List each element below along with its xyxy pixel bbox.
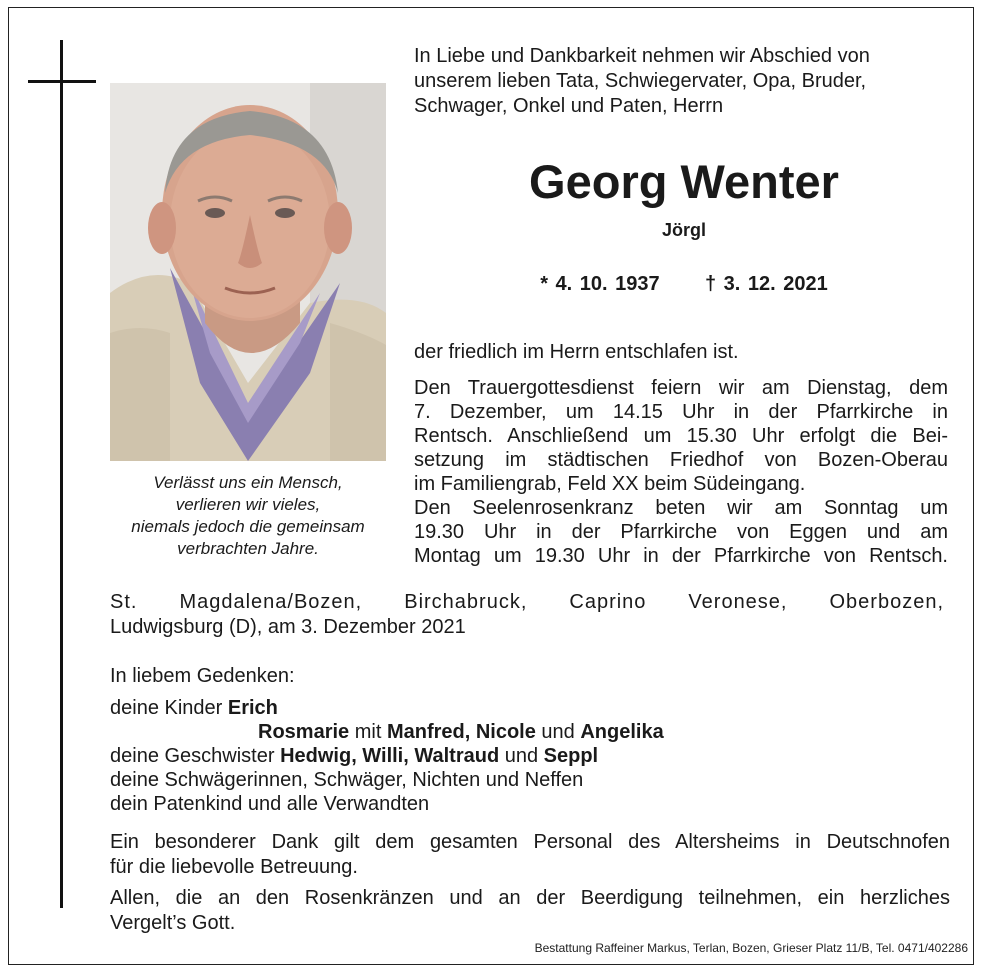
funeral-home-footer: Bestattung Raffeiner Markus, Terlan, Bozen, Grieser Platz 11/B, Tel. 0471/402286 bbox=[534, 941, 968, 955]
place-line: St. Magdalena/Bozen, Birchabruck, Caprino Veronese, Oberbozen, bbox=[110, 591, 944, 613]
life-dates bbox=[414, 270, 954, 298]
mourners-heading: In liebem Gedenken: bbox=[110, 665, 295, 687]
grandchild-name: Angelika bbox=[580, 721, 664, 743]
quote-line: verbrachten Jahre. bbox=[177, 539, 319, 558]
thanks-line: Ein besonderer Dank gilt dem gesamten Personal des Altersheims in Deutschnofen bbox=[110, 831, 950, 853]
mourners-list bbox=[110, 664, 944, 816]
connector-text: mit bbox=[349, 721, 387, 743]
intro-line: Schwager, Onkel und Paten, Herrn bbox=[414, 95, 724, 117]
intro-line: In Liebe und Dankbarkeit nehmen wir Abschied von bbox=[414, 45, 870, 67]
deceased-name: Georg Wenter bbox=[529, 155, 839, 208]
thanks-line: Allen, die an den Rosenkränzen und an der Beerdigung teilnehmen, ein herzliches bbox=[110, 887, 950, 909]
children-prefix: deine Kinder bbox=[110, 697, 228, 719]
cross-icon-bar bbox=[28, 80, 96, 83]
body-line: Rentsch. Anschließend um 15.30 Uhr erfolgt die Bei- bbox=[414, 425, 948, 447]
birth-date: * 4. 10. 1937 bbox=[540, 273, 660, 295]
body-line: Den Seelenrosenkranz beten wir am Sonntag um bbox=[414, 497, 948, 519]
funeral-details bbox=[414, 340, 948, 568]
children-line bbox=[110, 720, 944, 744]
grandchildren-names: Manfred, Nicole bbox=[386, 721, 536, 743]
intro-text bbox=[414, 44, 954, 119]
body-line: im Familiengrab, Feld XX beim Südeingang. bbox=[414, 473, 806, 495]
siblings-names: Hedwig, Willi, Waltraud bbox=[280, 745, 500, 767]
body-line: Montag um 19.30 Uhr in der Pfarrkirche von Rentsch. bbox=[414, 545, 948, 567]
quote-line: Verlässt uns ein Mensch, bbox=[153, 473, 343, 492]
quote-line: niemals jedoch die gemeinsam bbox=[131, 517, 365, 536]
cross-icon bbox=[60, 40, 63, 908]
place-line: Ludwigsburg (D), am 3. Dezember 2021 bbox=[110, 616, 466, 638]
quote-line: verlieren wir vieles, bbox=[175, 495, 321, 514]
thanks-text bbox=[110, 830, 950, 936]
godchild-line: dein Patenkind und alle Verwandten bbox=[110, 793, 430, 815]
siblings-line bbox=[110, 744, 944, 768]
child-name: Rosmarie bbox=[258, 721, 350, 743]
place-and-date bbox=[110, 590, 944, 640]
body-line: setzung im städtischen Friedhof von Bozen-Oberau bbox=[414, 449, 948, 471]
thanks-line: Vergelt’s Gott. bbox=[110, 912, 236, 934]
intro-line: unserem lieben Tata, Schwiegervater, Opa, Bruder, bbox=[414, 70, 867, 92]
thanks-line: für die liebevolle Betreuung. bbox=[110, 856, 358, 878]
inlaws-line: deine Schwägerinnen, Schwäger, Nichten und Neffen bbox=[110, 769, 584, 791]
sibling-name: Seppl bbox=[543, 745, 599, 767]
death-date: † 3. 12. 2021 bbox=[705, 273, 828, 295]
child-name: Erich bbox=[227, 697, 278, 719]
connector-text: und bbox=[535, 721, 581, 743]
body-line: der friedlich im Herrn entschlafen ist. bbox=[414, 341, 739, 363]
deceased-nickname: Jörgl bbox=[661, 220, 706, 240]
body-line: 7. Dezember, um 14.15 Uhr in der Pfarrkirche in bbox=[414, 401, 948, 423]
siblings-prefix: deine Geschwister bbox=[110, 745, 281, 767]
portrait-photo bbox=[110, 83, 386, 461]
body-line: 19.30 Uhr in der Pfarrkirche von Eggen und am bbox=[414, 521, 948, 543]
memorial-quote bbox=[110, 472, 386, 560]
body-line: Den Trauergottesdienst feiern wir am Dienstag, dem bbox=[414, 377, 948, 399]
children-line bbox=[110, 696, 944, 720]
connector-text: und bbox=[499, 745, 544, 767]
